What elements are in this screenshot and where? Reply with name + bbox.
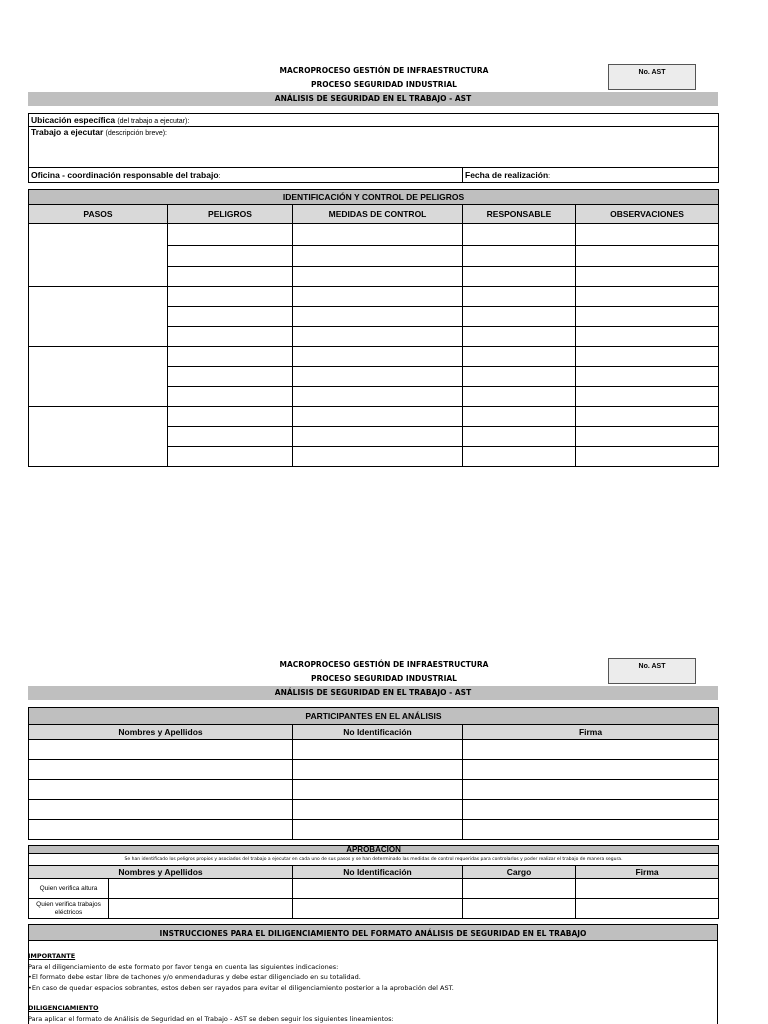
medida-cell[interactable] — [293, 287, 463, 307]
medida-cell[interactable] — [293, 427, 463, 447]
paso-cell[interactable] — [29, 347, 168, 407]
responsable-cell[interactable] — [463, 387, 576, 407]
fecha-field[interactable] — [463, 168, 719, 183]
responsable-cell[interactable] — [463, 367, 576, 387]
role-altura: Quien verifica altura — [29, 879, 109, 899]
peligro-cell[interactable] — [168, 246, 293, 267]
ubicacion-label: Ubicación específica — [31, 115, 116, 125]
no-ast-box[interactable] — [608, 64, 696, 90]
col-pasos: PASOS — [29, 205, 168, 224]
responsable-cell[interactable] — [463, 267, 576, 287]
col-medidas: MEDIDAS DE CONTROL — [293, 205, 463, 224]
participant-id-cell[interactable] — [293, 740, 463, 760]
responsable-cell[interactable] — [463, 246, 576, 267]
ubicacion-field[interactable] — [29, 114, 719, 127]
medida-cell[interactable] — [293, 367, 463, 387]
paso-cell[interactable] — [29, 224, 168, 287]
medida-cell[interactable] — [293, 267, 463, 287]
responsable-cell[interactable] — [463, 407, 576, 427]
col-identificacion: No Identificación — [293, 725, 463, 740]
observacion-cell[interactable] — [576, 267, 719, 287]
responsable-cell[interactable] — [463, 224, 576, 246]
participant-name-cell[interactable] — [29, 800, 293, 820]
fecha-label: Fecha de realización — [465, 170, 549, 180]
participant-name-cell[interactable] — [29, 740, 293, 760]
observacion-cell[interactable] — [576, 447, 719, 467]
approver-signature-cell[interactable] — [576, 879, 719, 899]
peligro-cell[interactable] — [168, 307, 293, 327]
peligro-cell[interactable] — [168, 367, 293, 387]
responsable-cell[interactable] — [463, 327, 576, 347]
col-approval-cargo: Cargo — [463, 866, 576, 879]
peligro-cell[interactable] — [168, 387, 293, 407]
participant-id-cell[interactable] — [293, 800, 463, 820]
peligro-cell[interactable] — [168, 407, 293, 427]
col-approval-firma: Firma — [576, 866, 719, 879]
important-item: •En caso de quedar espacios sobrantes, estos deben ser rayados para evitar el diligenciamiento posterior a la aprobación del AST. — [28, 983, 454, 992]
participant-id-cell[interactable] — [293, 820, 463, 840]
participant-id-cell[interactable] — [293, 760, 463, 780]
responsable-cell[interactable] — [463, 427, 576, 447]
peligro-cell[interactable] — [168, 427, 293, 447]
no-ast-label-2: No. AST — [638, 663, 666, 670]
col-responsable: RESPONSABLE — [463, 205, 576, 224]
medida-cell[interactable] — [293, 224, 463, 246]
peligro-cell[interactable] — [168, 287, 293, 307]
oficina-field[interactable] — [29, 168, 463, 183]
observacion-cell[interactable] — [576, 387, 719, 407]
peligro-cell[interactable] — [168, 327, 293, 347]
approver-cargo-cell[interactable] — [463, 899, 576, 919]
medida-cell[interactable] — [293, 407, 463, 427]
participants-title: PARTICIPANTES EN EL ANÁLISIS — [29, 708, 719, 725]
participant-signature-cell[interactable] — [463, 760, 719, 780]
observacion-cell[interactable] — [576, 347, 719, 367]
col-firma: Firma — [463, 725, 719, 740]
approver-id-cell[interactable] — [293, 899, 463, 919]
macro-title: MACROPROCESO GESTIÓN DE INFRAESTRUCTURA — [279, 66, 489, 75]
trabajo-label: Trabajo a ejecutar — [31, 127, 104, 137]
paso-cell[interactable] — [29, 287, 168, 347]
observacion-cell[interactable] — [576, 427, 719, 447]
col-nombres: Nombres y Apellidos — [29, 725, 293, 740]
important-title: IMPORTANTE — [28, 952, 76, 960]
col-peligros: PELIGROS — [168, 205, 293, 224]
hazard-table — [28, 189, 719, 467]
observacion-cell[interactable] — [576, 407, 719, 427]
role-electricos: Quien verifica trabajos eléctricos — [29, 899, 109, 919]
fecha-colon: : — [548, 173, 551, 180]
observacion-cell[interactable] — [576, 327, 719, 347]
process-title-2: PROCESO SEGURIDAD INDUSTRIAL — [311, 674, 457, 683]
approver-name-cell[interactable] — [109, 879, 293, 899]
no-ast-box-2[interactable] — [608, 658, 696, 684]
no-ast-label: No. AST — [638, 69, 666, 76]
peligro-cell[interactable] — [168, 347, 293, 367]
medida-cell[interactable] — [293, 387, 463, 407]
participant-signature-cell[interactable] — [463, 780, 719, 800]
participant-id-cell[interactable] — [293, 780, 463, 800]
participant-signature-cell[interactable] — [463, 800, 719, 820]
participant-signature-cell[interactable] — [463, 740, 719, 760]
participant-signature-cell[interactable] — [463, 820, 719, 840]
work-info-table — [28, 113, 719, 183]
trabajo-hint: (descripción breve): — [105, 130, 167, 137]
oficina-label: Oficina - coordinación responsable del trabajo — [31, 170, 219, 180]
observacion-cell[interactable] — [576, 224, 719, 246]
approver-name-cell[interactable] — [109, 899, 293, 919]
dilig-title: DILIGENCIAMIENTO — [28, 1004, 99, 1012]
approver-signature-cell[interactable] — [576, 899, 719, 919]
ubicacion-hint: (del trabajo a ejecutar): — [117, 118, 190, 125]
participants-table — [28, 707, 719, 840]
col-observaciones: OBSERVACIONES — [576, 205, 719, 224]
responsable-cell[interactable] — [463, 447, 576, 467]
responsable-cell[interactable] — [463, 347, 576, 367]
participant-name-cell[interactable] — [29, 760, 293, 780]
observacion-cell[interactable] — [576, 307, 719, 327]
doc-title-bar-2: ANÁLISIS DE SEGURIDAD EN EL TRABAJO - AST — [28, 686, 718, 700]
macro-title-2: MACROPROCESO GESTIÓN DE INFRAESTRUCTURA — [279, 660, 489, 669]
approval-table — [28, 845, 719, 919]
col-approval-identificacion: No Identificación — [293, 866, 463, 879]
process-title: PROCESO SEGURIDAD INDUSTRIAL — [311, 80, 457, 89]
participant-name-cell[interactable] — [29, 780, 293, 800]
observacion-cell[interactable] — [576, 367, 719, 387]
hazard-section-title: IDENTIFICACIÓN Y CONTROL DE PELIGROS — [29, 190, 719, 205]
instructions-title-bar: INSTRUCCIONES PARA EL DILIGENCIAMIENTO DEL FORMATO ANÁLISIS DE SEGURIDAD EN EL TRABAJO — [28, 924, 718, 941]
paso-cell[interactable] — [29, 407, 168, 467]
doc-title-bar: ANÁLISIS DE SEGURIDAD EN EL TRABAJO - AST — [28, 92, 718, 106]
peligro-cell[interactable] — [168, 447, 293, 467]
observacion-cell[interactable] — [576, 246, 719, 267]
responsable-cell[interactable] — [463, 307, 576, 327]
observacion-cell[interactable] — [576, 287, 719, 307]
peligro-cell[interactable] — [168, 267, 293, 287]
peligro-cell[interactable] — [168, 224, 293, 246]
dilig-intro: Para aplicar el formato de Análisis de Seguridad en el Trabajo - AST se deben seguir los siguientes lineamientos: — [28, 1014, 394, 1023]
medida-cell[interactable] — [293, 307, 463, 327]
approver-id-cell[interactable] — [293, 879, 463, 899]
participant-name-cell[interactable] — [29, 820, 293, 840]
responsable-cell[interactable] — [463, 287, 576, 307]
medida-cell[interactable] — [293, 347, 463, 367]
col-approval-nombres: Nombres y Apellidos — [29, 866, 293, 879]
medida-cell[interactable] — [293, 327, 463, 347]
important-item: •El formato debe estar libre de tachones y/o enmendaduras y debe estar diligenciado en su totalidad. — [28, 973, 361, 981]
instructions-block — [28, 951, 718, 1024]
important-intro: Para el diligenciamiento de este formato por favor tenga en cuenta las siguientes indicaciones: — [28, 962, 339, 971]
approval-title: APROBACION — [29, 846, 719, 854]
approver-cargo-cell[interactable] — [463, 879, 576, 899]
oficina-colon: : — [218, 173, 221, 180]
medida-cell[interactable] — [293, 246, 463, 267]
medida-cell[interactable] — [293, 447, 463, 467]
trabajo-field[interactable] — [29, 127, 719, 168]
approval-text: Se han identificado los peligros propios y asociados del trabajo a ejecutar en cada uno de sus pasos y se han determinado las medidas de control requeridas para controlarlos y poder realizar el trabajo de manera segura. — [29, 854, 719, 866]
